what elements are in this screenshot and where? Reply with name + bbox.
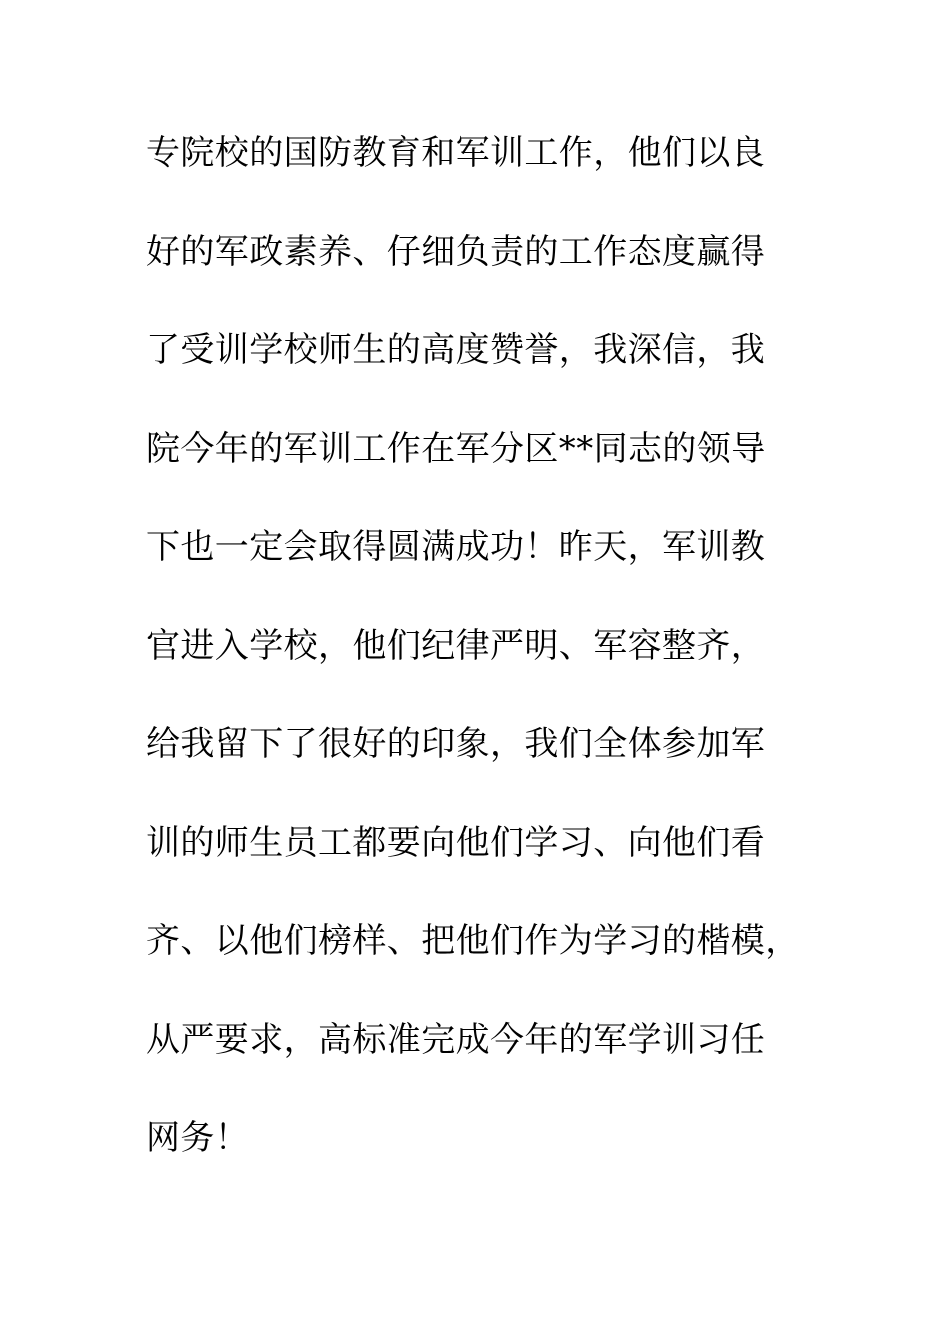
body-paragraph	[146, 126, 806, 1210]
text-line: 专院校的国防教育和军训工作，他们以良	[146, 133, 766, 173]
text-line: 从严要求，高标准完成今年的军学训习任	[146, 1019, 766, 1060]
text-line: 给我留下了很好的印象，我们全体参加军	[146, 724, 766, 764]
text-line: 好的军政素养、仔细负责的工作态度赢得	[146, 231, 766, 272]
text-line: 训的师生员工都要向他们学习、向他们看	[146, 822, 766, 863]
text-line: 院今年的军训工作在军分区**同志的领导	[146, 428, 766, 469]
text-line: 网务！	[146, 1118, 250, 1158]
text-line: 了受训学校师生的高度赞誉，我深信，我	[146, 330, 766, 370]
text-line: 官进入学校，他们纪律严明、军容整齐，	[146, 625, 766, 666]
text-line: 下也一定会取得圆满成功！昨天，军训教	[146, 527, 766, 567]
text-line: 齐、以他们榜样、把他们作为学习的楷模，	[146, 921, 800, 961]
